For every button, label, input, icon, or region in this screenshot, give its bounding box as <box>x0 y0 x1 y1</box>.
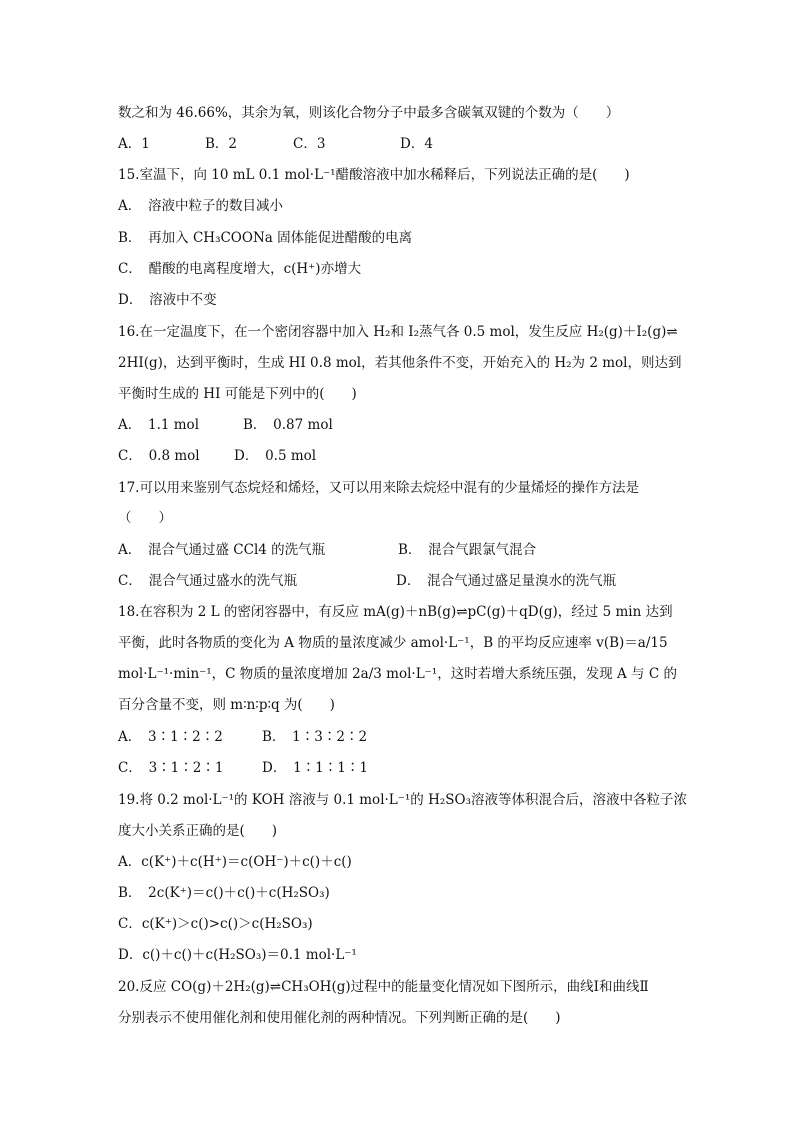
q15-stem: 15.室温下，向 10 mL 0.1 mol·L⁻¹醋酸溶液中加水稀释后，下列说法正确的是( ) <box>118 167 630 183</box>
q17-option-a: A． 混合气通过盛 CCl4 的洗气瓶 <box>118 542 326 558</box>
q16-option-d: D． 0.5 mol <box>234 448 317 464</box>
q16-option-b: B． 0.87 mol <box>243 417 333 433</box>
q18-option-d: D． 1∶1∶1∶1 <box>262 760 368 776</box>
q16-option-a: A． 1.1 mol <box>118 417 200 433</box>
q18-stem-line1: 18.在容积为 2 L 的密闭容器中，有反应 mA(g)＋nB(g)⇌pC(g)＋qD(g)，经过 5 min 达到 <box>118 604 673 620</box>
q19-stem-line2: 度大小关系正确的是( ) <box>118 823 278 839</box>
q19-option-c: C．c(K⁺)＞c()>c()＞c(H₂SO₃) <box>118 916 313 932</box>
intro-option-b: B．2 <box>205 136 238 152</box>
q20-stem-line1: 20.反应 CO(g)＋2H₂(g)⇌CH₃OH(g)过程中的能量变化情况如下图所示，曲线Ⅰ和曲线Ⅱ <box>118 979 649 995</box>
intro-option-c: C．3 <box>293 136 326 152</box>
q17-option-d: D． 混合气通过盛足量溴水的洗气瓶 <box>396 573 617 589</box>
q15-option-a: A． 溶液中粒子的数目减小 <box>118 198 283 214</box>
q16-stem-line2: 2HI(g)，达到平衡时，生成 HI 0.8 mol，若其他条件不变，开始充入的 H₂为 2 mol，则达到 <box>118 355 682 371</box>
q18-stem-line3: mol·L⁻¹·min⁻¹，C 物质的量浓度增加 2a/3 mol·L⁻¹，这时若增大系统压强，发现 A 与 C 的 <box>118 666 677 682</box>
q18-stem-line4: 百分含量不变，则 m∶n∶p∶q 为( ) <box>118 697 335 713</box>
q15-option-c: C． 醋酸的电离程度增大，c(H⁺)亦增大 <box>118 261 362 277</box>
q16-option-c: C． 0.8 mol <box>118 448 200 464</box>
intro-option-a: A．1 <box>118 136 150 152</box>
q16-stem-line3: 平衡时生成的 HI 可能是下列中的( ) <box>118 386 357 402</box>
q17-stem-line1: 17.可以用来鉴别气态烷烃和烯烃，又可以用来除去烷烃中混有的少量烯烃的操作方法是 <box>118 480 639 496</box>
q20-stem-line2: 分别表示不使用催化剂和使用催化剂的两种情况。下列判断正确的是( ) <box>118 1010 561 1026</box>
intro-line: 数之和为 46.66%，其余为氧，则该化合物分子中最多含碳氧双键的个数为（ ） <box>118 105 620 121</box>
q17-option-b: B． 混合气跟氯气混合 <box>398 542 537 558</box>
q18-option-a: A． 3∶1∶2∶2 <box>118 729 223 745</box>
q19-option-d: D．c()＋c()＋c(H₂SO₃)＝0.1 mol·L⁻¹ <box>118 947 357 963</box>
intro-option-d: D．4 <box>400 136 433 152</box>
q19-stem-line1: 19.将 0.2 mol·L⁻¹的 KOH 溶液与 0.1 mol·L⁻¹的 H₂SO₃溶液等体积混合后，溶液中各粒子浓 <box>118 792 688 808</box>
q15-option-b: B． 再加入 CH₃COONa 固体能促进醋酸的电离 <box>118 230 413 246</box>
q18-option-b: B． 1∶3∶2∶2 <box>262 729 368 745</box>
q16-stem-line1: 16.在一定温度下，在一个密闭容器中加入 H₂和 I₂蒸气各 0.5 mol，发生反应 H₂(g)＋I₂(g)⇌ <box>118 324 678 340</box>
q18-stem-line2: 平衡，此时各物质的变化为 A 物质的量浓度减少 amol·L⁻¹，B 的平均反应速率 v(B)＝a/15 <box>118 635 668 651</box>
q15-option-d: D． 溶液中不变 <box>118 292 217 308</box>
q19-option-b: B． 2c(K⁺)＝c()＋c()＋c(H₂SO₃) <box>118 885 330 901</box>
q17-stem-line2: （ ） <box>118 510 172 526</box>
q19-option-a: A．c(K⁺)＋c(H⁺)＝c(OH⁻)＋c()＋c() <box>118 854 352 870</box>
q17-option-c: C． 混合气通过盛水的洗气瓶 <box>118 573 298 589</box>
q18-option-c: C． 3∶1∶2∶1 <box>118 760 224 776</box>
